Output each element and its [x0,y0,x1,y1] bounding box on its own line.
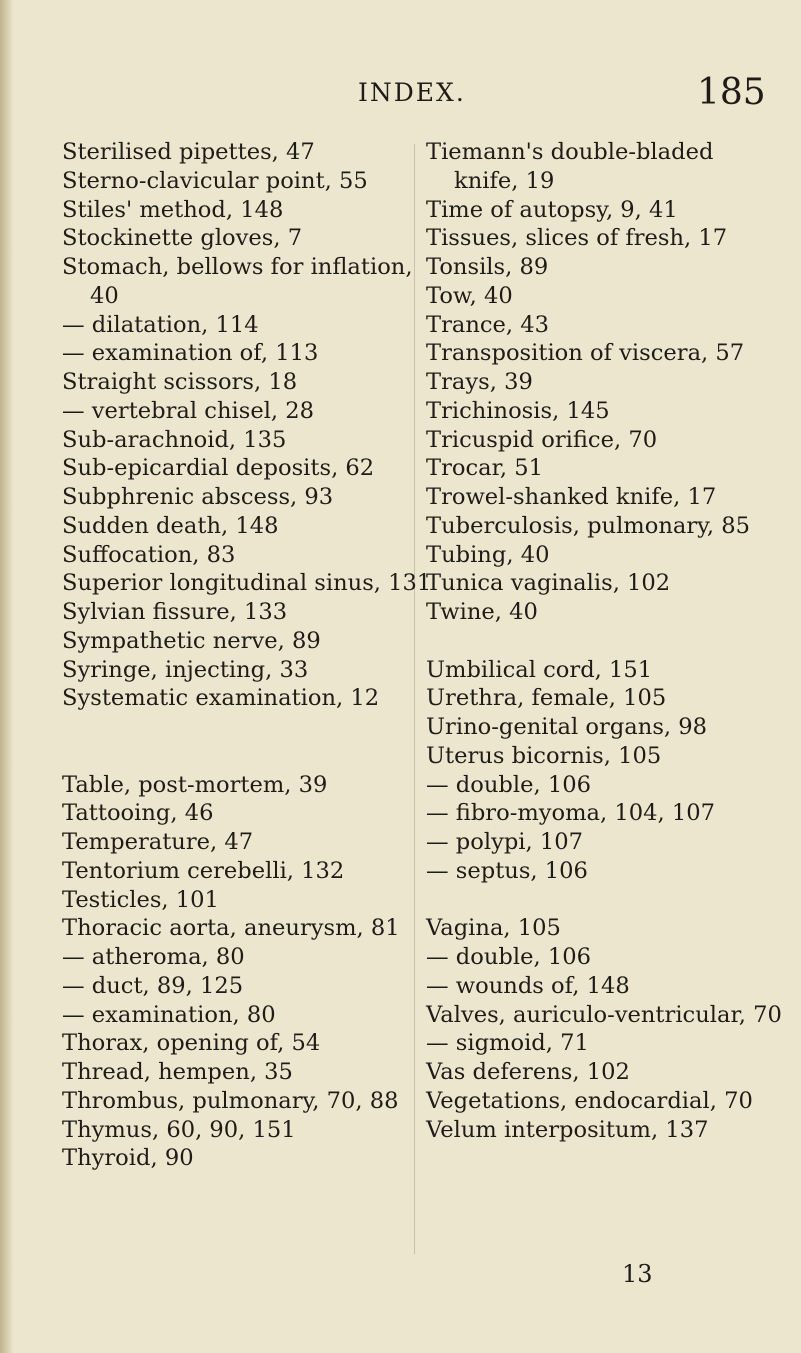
index-entry: Time of autopsy, 9, 41 [426,196,678,223]
index-entry: Sub-arachnoid, 135 [62,426,287,453]
index-subentry: — wounds of, 148 [426,972,630,999]
index-entry: Thread, hempen, 35 [62,1059,293,1085]
index-entry: Sub-epicardial deposits, 62 [62,455,375,482]
index-entry: Sympathetic nerve, 89 [62,627,321,654]
index-entry: Trocar, 51 [426,455,544,482]
index-subentry: — double, 106 [426,771,591,798]
index-entry: Thoracic aorta, aneurysm, 81 [62,915,400,942]
index-entry: Urino-genital organs, 98 [426,714,708,740]
index-entry: Stomach, bellows for inflation, 40 [62,254,413,309]
index-entry: Thrombus, pulmonary, 70, 88 [62,1087,399,1114]
index-subentry: — sigmoid, 71 [426,1030,589,1057]
index-entry: Subphrenic abscess, 93 [62,484,334,510]
index-entry: Sterilised pipettes, 47 [62,139,315,165]
index-entry: Stiles' method, 148 [62,196,284,223]
left-index-column [62,138,432,1173]
index-entry: Trowel-shanked knife, 17 [426,484,717,510]
index-entry: Tonsils, 89 [426,254,549,280]
page-edge-shadow [0,0,14,1353]
index-entry: Trichinosis, 145 [426,397,610,424]
index-group-t-cont [426,138,776,627]
index-entry: Syringe, injecting, 33 [62,656,309,683]
index-group-t [62,771,422,1174]
group-spacer [62,713,422,771]
index-entry: Tentorium cerebelli, 132 [62,857,345,884]
index-subentry: — fibro-myoma, 104, 107 [426,800,716,827]
index-group-v [426,914,782,1144]
index-entry: Tuberculosis, pulmonary, 85 [426,512,751,539]
index-entry: Thymus, 60, 90, 151 [62,1116,296,1143]
index-entry: Tubing, 40 [426,541,550,568]
index-entry: Tricuspid orifice, 70 [426,426,658,453]
index-subentry: — polypi, 107 [426,829,584,855]
index-subentry: — examination, 80 [62,1001,276,1028]
index-entry: Urethra, female, 105 [426,685,667,712]
index-entry: Vagina, 105 [426,915,561,942]
index-group-s [62,138,432,713]
index-subentry: — atheroma, 80 [62,944,245,970]
index-entry: Vas deferens, 102 [426,1059,630,1085]
index-entry: Thyroid, 90 [62,1145,194,1172]
index-entry: Sylvian fissure, 133 [62,599,288,625]
index-entry: Tow, 40 [426,282,513,309]
index-subentry: — vertebral chisel, 28 [62,397,315,424]
right-index-column [426,138,782,1144]
index-entry: Uterus bicornis, 105 [426,742,662,769]
page-number: 185 [697,72,766,113]
index-entry: Table, post-mortem, 39 [62,771,328,798]
index-entry: Twine, 40 [426,599,538,625]
index-entry: Vegetations, endocardial, 70 [426,1087,753,1114]
index-entry: Velum interpositum, 137 [426,1116,709,1143]
running-title: INDEX. [358,78,466,107]
index-entry: Sterno-clavicular point, 55 [62,167,368,194]
index-subentry: — double, 106 [426,944,591,970]
index-entry: Superior longitudinal sinus, 131 [62,570,432,597]
index-entry: Straight scissors, 18 [62,369,298,395]
index-subentry: — duct, 89, 125 [62,972,244,999]
index-entry: Sudden death, 148 [62,512,279,539]
index-subentry: — septus, 106 [426,857,588,884]
index-entry: Temperature, 47 [62,829,254,855]
group-spacer [426,886,776,915]
index-entry: Trance, 43 [426,311,550,338]
index-group-u [426,656,776,886]
signature-mark: 13 [622,1260,653,1288]
index-subentry: — dilatation, 114 [62,311,259,338]
index-entry: Testicles, 101 [62,886,219,913]
group-spacer [426,627,776,656]
index-entry: Umbilical cord, 151 [426,656,653,683]
index-entry: Tissues, slices of fresh, 17 [426,225,728,252]
index-entry: Transposition of viscera, 57 [426,340,745,367]
index-entry: Tiemann's double-bladed knife, 19 [426,139,714,194]
index-entry: Trays, 39 [426,369,533,395]
page-header [0,72,801,112]
index-entry: Stockinette gloves, 7 [62,225,303,252]
index-entry: Suffocation, 83 [62,541,236,568]
index-entry: Thorax, opening of, 54 [62,1030,321,1057]
index-subentry: — examination of, 113 [62,340,319,367]
index-entry: Tunica vaginalis, 102 [426,570,671,597]
index-entry: Tattooing, 46 [62,800,214,827]
index-entry: Valves, auriculo-ventricular, 70 [426,1001,782,1028]
index-entry: Systematic examination, 12 [62,685,380,712]
